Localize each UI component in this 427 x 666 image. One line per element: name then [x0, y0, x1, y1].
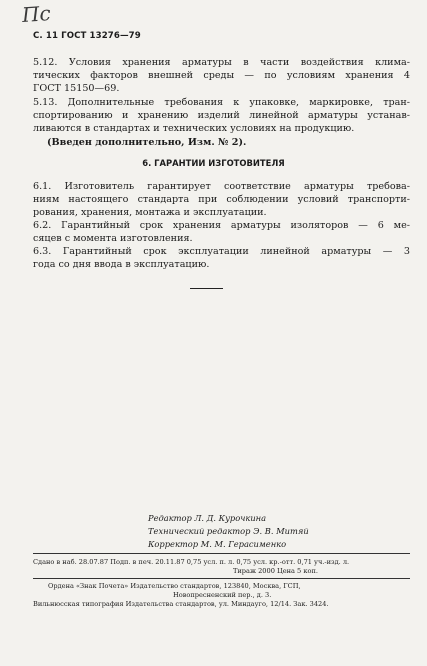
- imprint-line-4: Новопресненский пер., д. 3.: [173, 591, 272, 599]
- paragraph-6-1: [33, 180, 410, 220]
- imprint-line-3: Ордена «Знак Почета» Издательство стандартов, 123840, Москва, ГСП,: [48, 582, 301, 590]
- paragraph-5-13: [33, 96, 410, 149]
- imprint-line-5: Вильнюсская типография Издательства стандартов, ул. Миндауго, 12/14. Зак. 3424.: [33, 600, 329, 608]
- rule-top: [33, 553, 410, 554]
- text-line: 6.2. Гарантийный срок хранения арматуры изоляторов — 6 ме-: [33, 220, 410, 231]
- tech-editor-line: Технический редактор Э. В. Митяй: [148, 526, 309, 536]
- text-line: 6.1. Изготовитель гарантирует соответствие арматуры требова-: [33, 181, 410, 192]
- text-line: года со дня ввода в эксплуатацию.: [33, 259, 210, 271]
- text-line: рования, хранения, монтажа и эксплуатации.: [33, 207, 267, 219]
- text-line: сяцев с момента изготовления.: [33, 233, 193, 245]
- imprint-line-1: Сдано в наб. 28.07.87 Подп. в печ. 20.11.87 0,75 усл. п. л. 0,75 усл. кр.-отт. 0,71 уч.-изд. л.: [33, 558, 350, 566]
- divider: [190, 288, 223, 289]
- text-line: ливаются в стандартах и технических условиях на продукцию.: [33, 123, 355, 135]
- amendment-note: (Введен дополнительно, Изм. № 2).: [47, 136, 247, 148]
- text-line: тических факторов внешней среды — по условиям хранения 4: [33, 70, 410, 82]
- page-header: С. 11 ГОСТ 13276—79: [33, 31, 141, 41]
- text-line: ГОСТ 15150—69.: [33, 83, 120, 95]
- text-line: ниям настоящего стандарта при соблюдении условий транспорти-: [33, 194, 410, 206]
- section-title: 6. ГАРАНТИИ ИЗГОТОВИТЕЛЯ: [142, 158, 285, 168]
- handwritten-mark: Пс: [21, 1, 52, 27]
- credits: [148, 512, 368, 551]
- proofreader-line: Корректор М. М. Герасименко: [148, 539, 287, 549]
- imprint-line-2: Тираж 2000 Цена 5 коп.: [233, 567, 318, 575]
- editor-line: Редактор Л. Д. Курочкина: [148, 513, 267, 523]
- paragraph-6-3: [33, 245, 410, 271]
- paragraph-6-2: [33, 219, 410, 245]
- text-line: 5.13. Дополнительные требования к упаковке, маркировке, тран-: [33, 97, 410, 108]
- text-line: 6.3. Гарантийный срок эксплуатации линейной арматуры — 3: [33, 246, 410, 257]
- paragraph-5-12: [33, 56, 410, 96]
- text-line: спортированию и хранению изделий линейной арматуры устанав-: [33, 110, 410, 122]
- text-line: 5.12. Условия хранения арматуры в части воздействия клима-: [33, 57, 410, 68]
- rule-bottom: [33, 578, 410, 579]
